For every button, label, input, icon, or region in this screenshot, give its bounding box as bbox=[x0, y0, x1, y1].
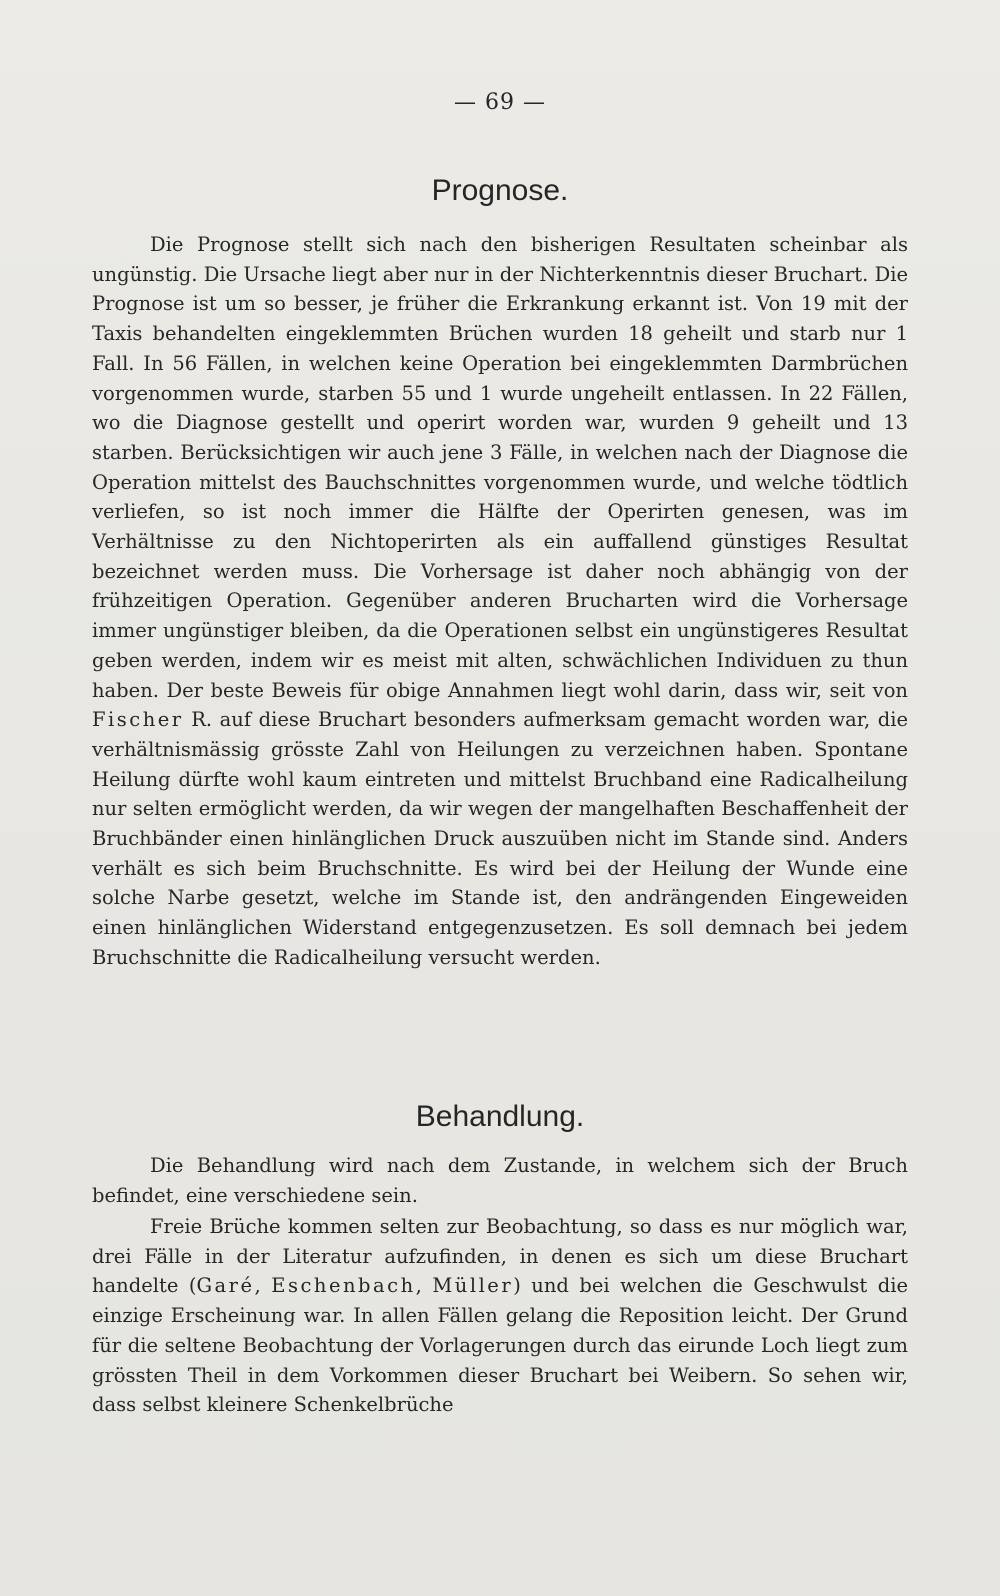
page-number: — 69 — bbox=[454, 90, 546, 115]
author-name-gare: Garé bbox=[196, 1274, 255, 1298]
behandlung-paragraph-1: Die Behandlung wird nach dem Zustande, in welchem sich der Bruch befindet, eine verschiedene sein. bbox=[92, 1154, 908, 1207]
prognose-text-part2: R. auf diese Bruchart besonders aufmerksam gemacht worden war, die verhältnismässig grösste Zahl von Heilungen zu verzeichnen haben. Spontane Heilung dürfte wohl kaum eintreten und mittelst Bruchband eine Radicalheilung nur selten ermöglicht werden, da wir wegen der mangelhaften Beschaffenheit der Bruchbänder einen hinlänglichen Druck auszuüben nicht im Stande sind. Anders verhält es sich beim Bruchschnitte. Es wird bei der Heilung der Wunde eine solche Narbe gesetzt, welche im Stande ist, den andrängenden Eingeweiden einen hinlänglichen Widerstand entgegenzusetzen. Es soll demnach bei jedem Bruchschnitte die Radicalheilung versucht werden. bbox=[92, 708, 909, 969]
section-heading-behandlung: Behandlung. bbox=[415, 1100, 585, 1133]
behandlung-text-part2: ) und bei welchen die Geschwulst die einzige Erscheinung war. In allen Fällen gelang die Reposition leicht. Der Grund für die seltene Beobachtung der Vorlagerungen durch das eirunde Loch liegt zum grössten Theil in dem Vorkommen dieser Bruchart bei Weibern. So sehen wir, dass selbst kleinere Schenkelbrüche bbox=[92, 1274, 908, 1417]
prognose-text-part1: Die Prognose stellt sich nach den bisherigen Resultaten scheinbar als ungünstig. Die Ursache liegt aber nur in der Nichterkenntnis dieser Bruchart. Die Prognose ist um so besser, je früher die Erkrankung erkannt ist. Von 19 mit der Taxis behandelten eingeklemmten Brüchen wurden 18 geheilt und starb nur 1 Fall. In 56 Fällen, in welchen keine Operation bei eingeklemmten Darmbrüchen vorgenommen wurde, starben 55 und 1 wurde ungeheilt entlassen. In 22 Fällen, wo die Diagnose gestellt und operirt worden war, wurden 9 geheilt und 13 starben. Berücksichtigen wir auch jene 3 Fälle, in welchen nach der Diagnose die Operation mittelst des Bauchschnittes vorgenommen wurde, und welche tödtlich verliefen, so ist noch immer die Hälfte der Operirten genesen, was im Verhältnisse zu den Nichtoperirten als ein auffallend günstiges Resultat bezeichnet werden muss. Die Vorhersage ist daher noch abhängig von der frühzeitigen Operation. Gegenüber anderen Brucharten wird die Vorhersage immer ungünstiger bleiben, da die Operationen selbst ein ungünstigeres Resultat geben werden, indem wir es meist mit alten, schwächlichen Individuen zu thun haben. Der beste Beweis für obige Annahmen liegt wohl darin, dass wir, seit von bbox=[92, 233, 908, 702]
author-name-eschenbach: Eschenbach bbox=[271, 1274, 416, 1298]
name-separator: , bbox=[415, 1274, 433, 1298]
name-separator: , bbox=[254, 1274, 272, 1298]
author-name-fischer: Fischer bbox=[92, 708, 184, 732]
author-name-mueller: Müller bbox=[432, 1274, 514, 1298]
behandlung-text-part1: Freie Brüche kommen selten zur Beobachtung, so dass es nur möglich war, drei Fälle in der Literatur aufzufinden, in denen es sich um diese Bruchart handelte ( bbox=[92, 1215, 908, 1298]
prognose-paragraph bbox=[92, 230, 908, 973]
section-heading-prognose: Prognose. bbox=[431, 174, 569, 207]
behandlung-paragraph-2 bbox=[92, 1212, 908, 1420]
